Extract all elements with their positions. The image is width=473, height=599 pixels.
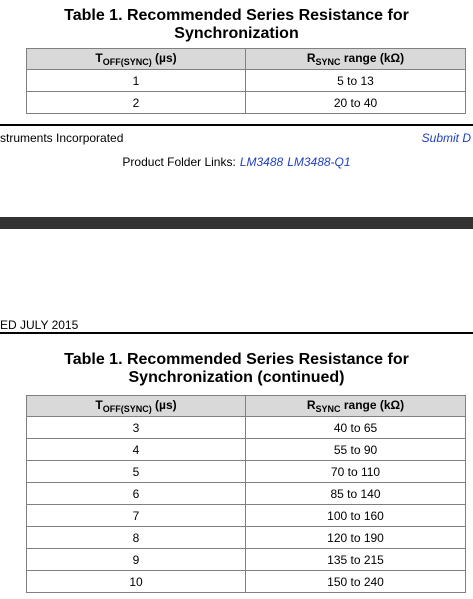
footer-divider [0, 124, 473, 126]
header-rsync: $R_{SYNC}$ range (kΩ) [246, 49, 466, 70]
page-break-bar [0, 217, 473, 229]
toff-cell: 2 [27, 92, 246, 114]
product-folder-links [0, 155, 473, 169]
resistance-table-top [26, 48, 466, 114]
toff-cell: 4 [27, 439, 246, 461]
header-toff: $T_{OFF(SYNC)}$ (µs) [27, 396, 246, 417]
toff-cell: 10 [27, 571, 246, 593]
revision-header: ED JULY 2015 [0, 318, 79, 332]
rsync-cell: 70 to 110 [246, 461, 466, 483]
title-line-1: Table 1. Recommended Series Resistance for [64, 7, 409, 24]
table-row [27, 505, 466, 527]
table-title-bottom [0, 351, 473, 387]
lm3488-q1-link[interactable]: LM3488-Q1 [287, 155, 351, 169]
toff-cell: 6 [27, 483, 246, 505]
table-header-row [27, 49, 466, 70]
rsync-cell: 135 to 215 [246, 549, 466, 571]
toff-cell: 3 [27, 417, 246, 439]
footer-company: struments Incorporated [0, 131, 124, 145]
header-toff: $T_{OFF(SYNC)}$ (µs) [27, 49, 246, 70]
submit-doc-feedback-link[interactable]: Submit D [421, 131, 471, 145]
rsync-cell: 100 to 160 [246, 505, 466, 527]
table-row [27, 92, 466, 114]
title-line-2: Synchronization (continued) [128, 369, 345, 386]
rsync-cell: 40 to 65 [246, 417, 466, 439]
resistance-table-bottom [26, 395, 466, 593]
rsync-cell: 55 to 90 [246, 439, 466, 461]
title-line-1: Table 1. Recommended Series Resistance for [64, 351, 409, 368]
toff-cell: 7 [27, 505, 246, 527]
table-row [27, 417, 466, 439]
table-row [27, 70, 466, 92]
toff-cell: 9 [27, 549, 246, 571]
rsync-cell: 5 to 13 [246, 70, 466, 92]
table-row [27, 461, 466, 483]
toff-cell: 8 [27, 527, 246, 549]
title-line-2: Synchronization [174, 25, 299, 42]
header-rsync: $R_{SYNC}$ range (kΩ) [246, 396, 466, 417]
rsync-cell: 20 to 40 [246, 92, 466, 114]
toff-cell: 5 [27, 461, 246, 483]
table-title-top [0, 7, 473, 43]
table-row [27, 549, 466, 571]
rsync-cell: 120 to 190 [246, 527, 466, 549]
product-folder-label: Product Folder Links: [122, 155, 236, 169]
table-row [27, 527, 466, 549]
table-row [27, 483, 466, 505]
table-row [27, 571, 466, 593]
rsync-cell: 85 to 140 [246, 483, 466, 505]
toff-cell: 1 [27, 70, 246, 92]
rsync-cell: 150 to 240 [246, 571, 466, 593]
table-header-row [27, 396, 466, 417]
lm3488-link[interactable]: LM3488 [239, 155, 284, 169]
header-divider [0, 332, 473, 334]
table-row [27, 439, 466, 461]
